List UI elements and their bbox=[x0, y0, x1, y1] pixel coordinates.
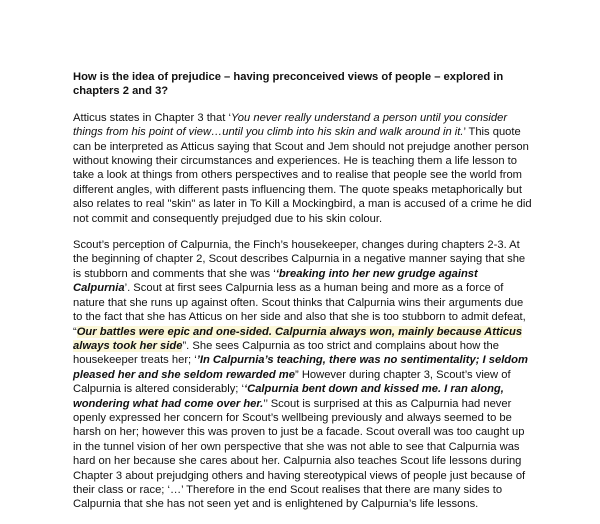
document-page bbox=[73, 70, 533, 524]
paragraph-text: ’ This quote can be interpreted as Atticus saying that Scout and Jem should not prejudge another person without knowing their circumstances and experiences. He is teaching them a life lesson to take a look at things from others perspectives and to realise that people see the world from different angles, with different pasts influencing them. The quote speaks metaphorically but also relates to real "skin" as later in To Kill a Mockingbird, a man is accused of a crime he did not commit and consequently prejudged due to his skin colour. bbox=[73, 126, 532, 225]
paragraph-atticus-quote bbox=[73, 111, 533, 226]
paragraph-text: Scout’s perception of Calpurnia, the Finch’s housekeeper, changes during chapters 2-3. At the beginning of chapter 2, Scout describes Calpurnia in a negative manner saying that she is stubborn and comments that she was ‘ bbox=[73, 239, 526, 280]
kiss-quote: ‘Calpurnia bent down and kissed me. I ran along, wondering what had come over her. bbox=[73, 383, 504, 410]
paragraph-calpurnia bbox=[73, 238, 533, 512]
paragraph-text: Atticus states in Chapter 3 that ‘ bbox=[73, 111, 231, 124]
paragraph-text: ”. She sees Calpurnia as too strict and complains about how the housekeeper treats her; ‘ bbox=[73, 339, 499, 367]
paragraph-text: ” However during chapter 3, Scout’s view of Calpurnia is altered considerably; ‘ bbox=[73, 368, 511, 396]
paragraph-text: ’. Scout at first sees Calpurnia less as a human being and more as a force of nature that she runs up against often. Scout thinks that Calpurnia wins their arguments due to the fact that she has Atticus on her side and also that she is too stubborn to admit defeat, “ bbox=[73, 282, 526, 338]
teaching-quote: ’In Calpurnia’s teaching, there was no sentimentality; I seldom pleased her and she seldom rewarded me bbox=[73, 354, 528, 381]
paragraph-text: ’’ Scout is surprised at this as Calpurnia had never openly expressed her concern for Scout’s wellbeing previously and always seemed to be harsh on her; however this was proven to just be a facade. Scout overall was too caught up in the tunnel vision of her own perspective that she was not able to see that Calpurnia was hard on her because she cares about her. Calpurnia also teaches Scout life lessons during Chapter 3 about prejudging others and having stereotypical views of people just because of their class or race; ‘…’ Therefore in the end Scout realises that there are many sides to Calpurnia that she has not seen yet and is enlightened by Calpurnia’s life lessons. bbox=[73, 397, 526, 511]
essay-question: How is the idea of prejudice – having preconceived views of people – explored in chapters 2 and 3? bbox=[73, 71, 504, 98]
battles-quote: Our battles were epic and one-sided. Calpurnia always won, mainly because Atticus always took her side bbox=[73, 325, 523, 352]
atticus-quote: You never really understand a person until you consider things from his point of view…until you climb into his skin and walk around in it. bbox=[73, 111, 508, 139]
grudge-quote: ‘breaking into her new grudge against Calpurnia bbox=[73, 267, 478, 295]
